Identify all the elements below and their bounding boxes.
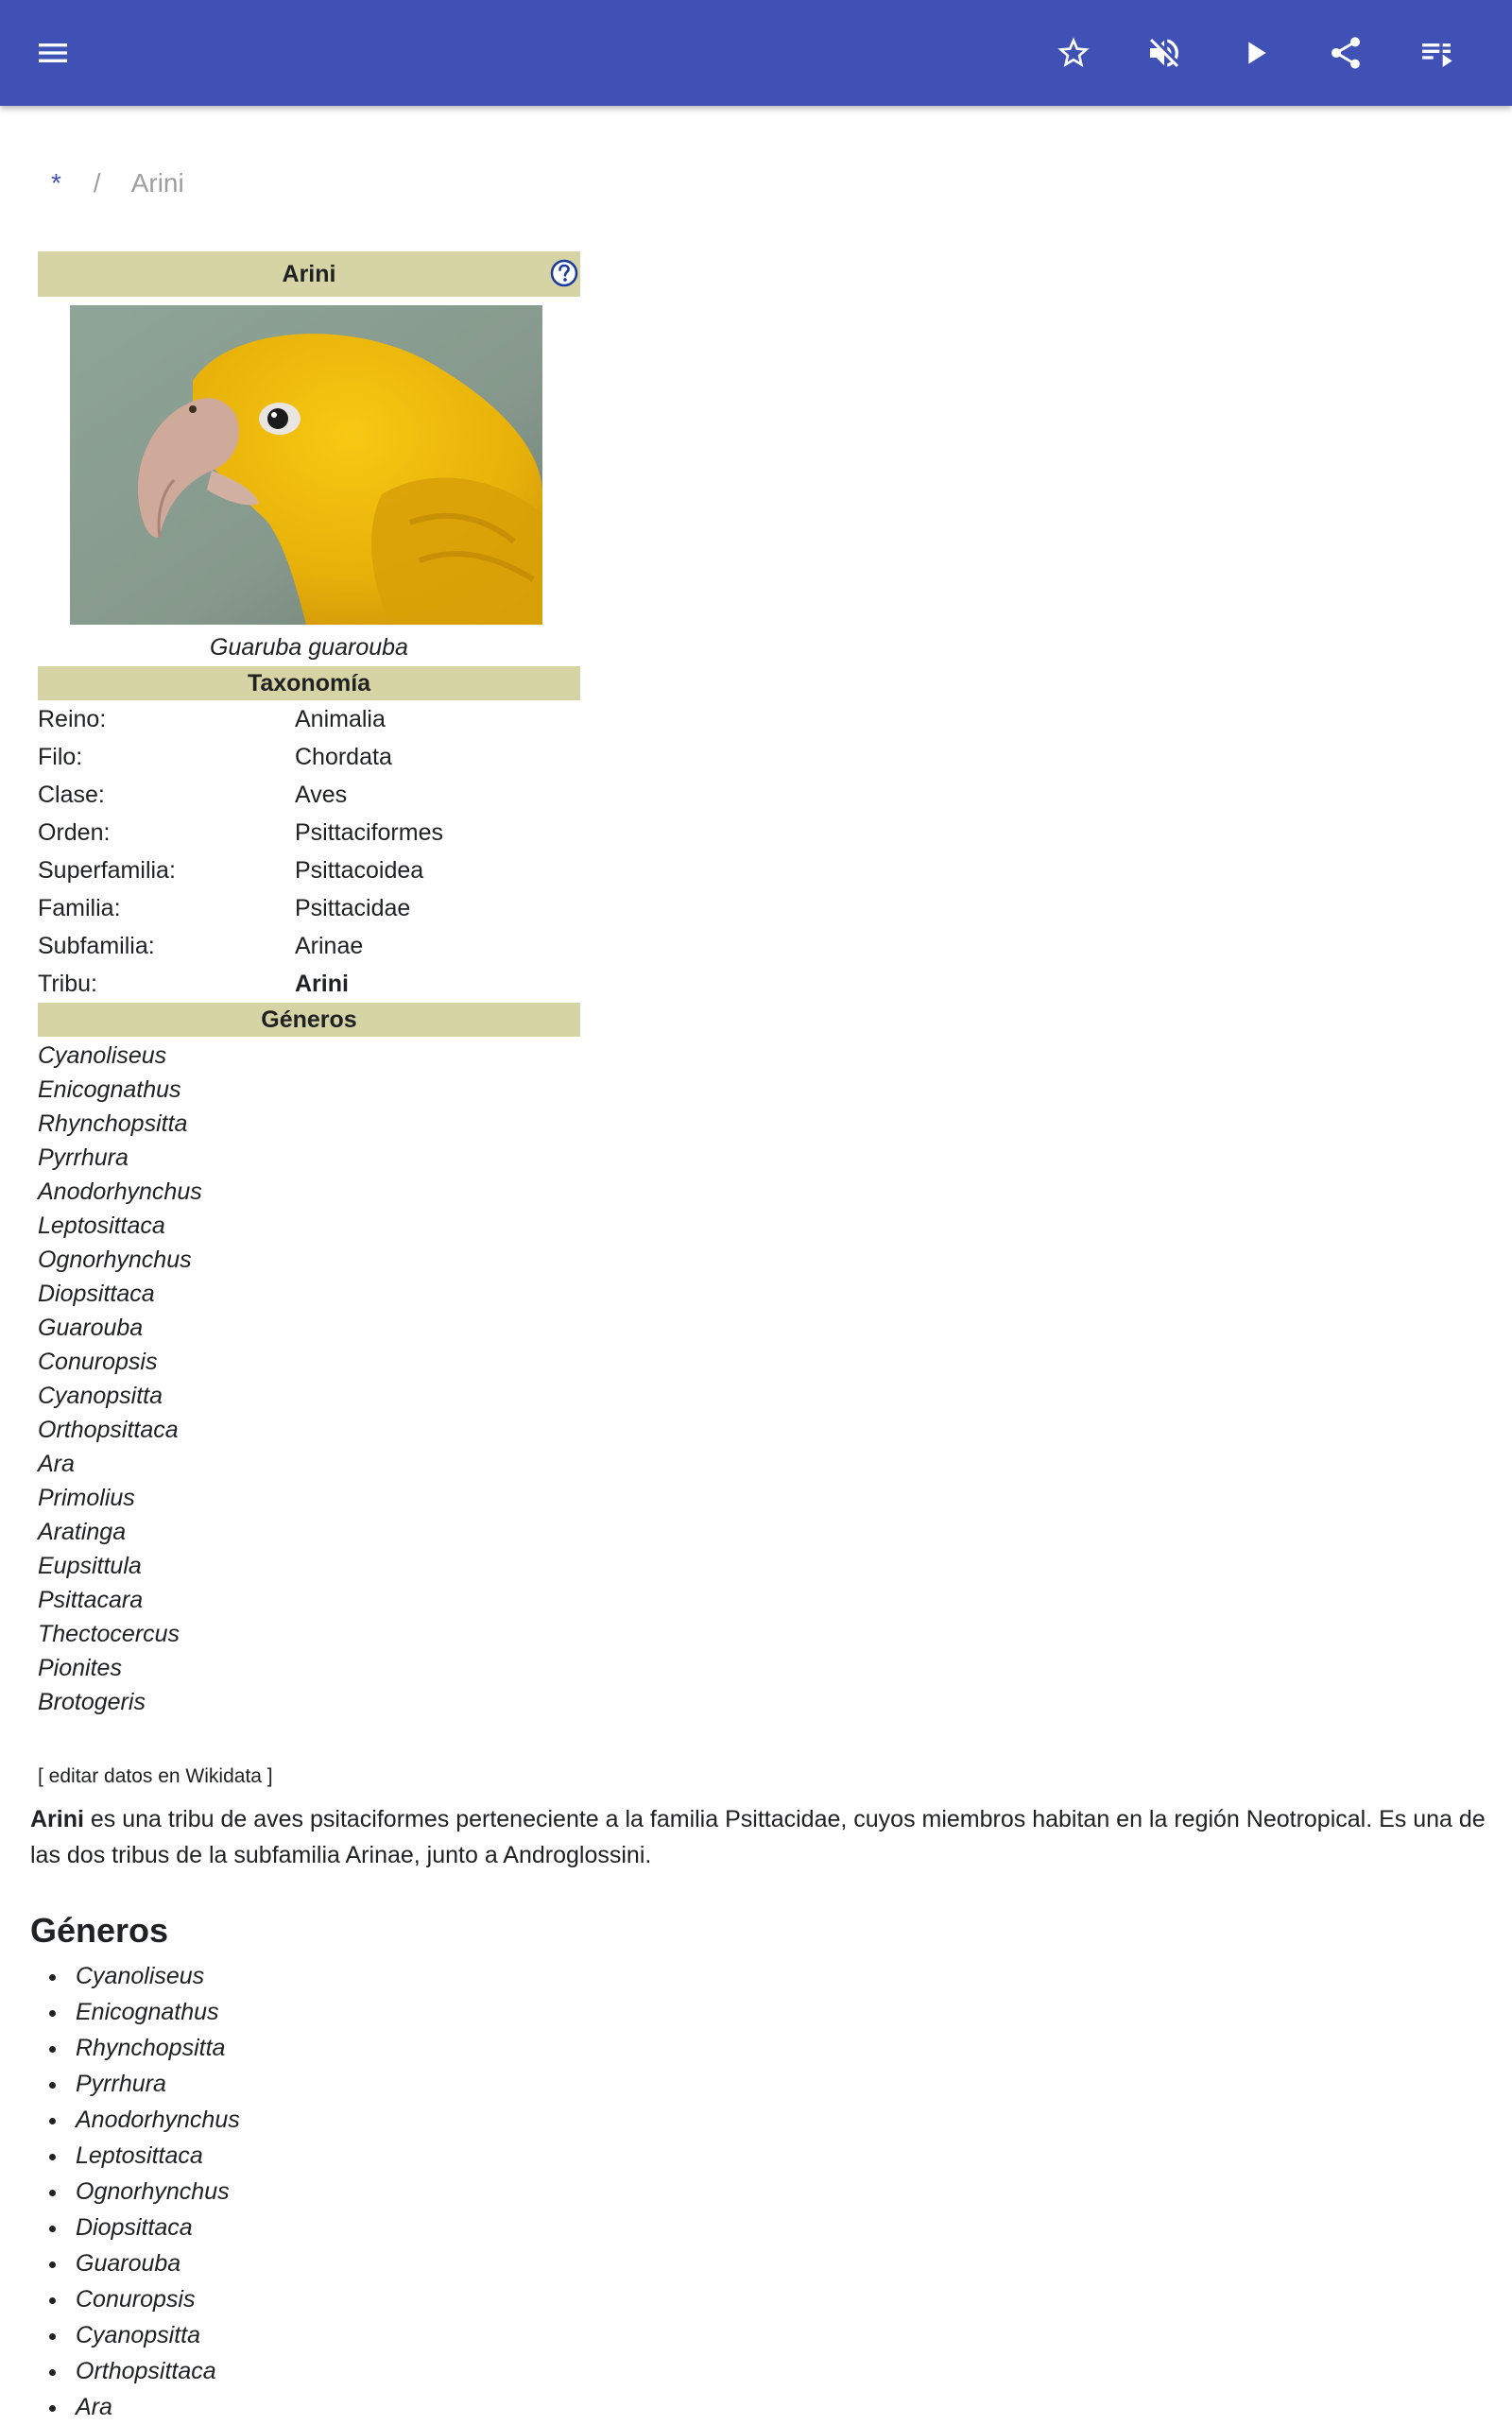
- playlist-icon: [1418, 34, 1455, 72]
- taxonomy-value[interactable]: Aves: [295, 782, 348, 808]
- share-icon: [1327, 34, 1365, 72]
- edit-wikidata-link[interactable]: [ editar datos en Wikidata ]: [38, 1765, 273, 1787]
- taxonomy-label: Superfamilia:: [38, 857, 176, 884]
- taxobox-title: [38, 251, 580, 300]
- taxobox: [38, 251, 580, 1719]
- list-item[interactable]: Rhynchopsitta: [30, 2030, 240, 2066]
- list-item[interactable]: Orthopsittaca: [30, 2353, 240, 2389]
- taxonomy-label: Tribu:: [38, 971, 97, 997]
- taxonomy-value[interactable]: Animalia: [295, 706, 386, 732]
- genus-link[interactable]: Enicognathus: [38, 1076, 181, 1103]
- taxonomy-row: [38, 738, 580, 776]
- genus-link[interactable]: Brotogeris: [38, 1689, 146, 1715]
- genus-link[interactable]: Thectocercus: [38, 1621, 180, 1647]
- breadcrumb-current: Arini: [130, 168, 184, 198]
- taxonomy-header: Taxonomía: [38, 666, 580, 700]
- taxonomy-row: [38, 927, 580, 965]
- section-heading-generos: Géneros: [30, 1911, 169, 1950]
- app-bar: [0, 0, 1512, 106]
- list-item[interactable]: Cyanoliseus: [30, 1958, 240, 1994]
- genus-link[interactable]: Eupsittula: [38, 1553, 142, 1579]
- taxonomy-row: [38, 700, 580, 738]
- taxonomy-value[interactable]: Psittacidae: [295, 895, 411, 921]
- taxonomy-label: Filo:: [38, 744, 83, 770]
- list-item[interactable]: Cyanopsitta: [30, 2317, 240, 2353]
- taxonomy-label: Familia:: [38, 895, 121, 921]
- breadcrumb-separator: /: [93, 168, 101, 198]
- genera-header: Géneros: [38, 1003, 580, 1037]
- list-item[interactable]: Guarouba: [30, 2245, 240, 2281]
- genus-link[interactable]: Pionites: [38, 1655, 122, 1681]
- genus-link[interactable]: Guarouba: [38, 1315, 144, 1341]
- genus-link[interactable]: Diopsittaca: [38, 1281, 155, 1307]
- mute-button[interactable]: [1134, 23, 1194, 83]
- menu-icon: [34, 34, 72, 72]
- taxonomy-table: [38, 700, 580, 1003]
- taxonomy-value[interactable]: Arinae: [295, 933, 364, 959]
- genus-link[interactable]: Psittacara: [38, 1587, 144, 1613]
- taxonomy-label: Clase:: [38, 782, 105, 808]
- taxonomy-label: Subfamilia:: [38, 933, 155, 959]
- genus-link[interactable]: Orthopsittaca: [38, 1417, 179, 1443]
- taxonomy-value: Arini: [295, 971, 349, 997]
- taxobox-caption: Guaruba guarouba: [210, 634, 408, 661]
- taxonomy-value[interactable]: Psittacoidea: [295, 857, 424, 884]
- menu-button[interactable]: [23, 23, 83, 83]
- play-icon: [1236, 34, 1274, 72]
- help-icon[interactable]: [550, 259, 578, 287]
- genus-link[interactable]: Aratinga: [38, 1519, 127, 1545]
- intro-bold-term: Arini: [30, 1806, 84, 1832]
- taxobox-title-text: Arini: [282, 261, 336, 287]
- taxonomy-value[interactable]: Psittaciformes: [295, 819, 443, 846]
- taxonomy-row: [38, 965, 580, 1003]
- play-button[interactable]: [1225, 23, 1285, 83]
- genus-link[interactable]: Primolius: [38, 1485, 135, 1511]
- genus-link[interactable]: Ara: [38, 1451, 75, 1477]
- breadcrumb: [51, 168, 184, 198]
- genera-bullet-list: [30, 1958, 240, 2425]
- genus-link[interactable]: Ognorhynchus: [38, 1247, 192, 1273]
- taxonomy-value[interactable]: Chordata: [295, 744, 392, 770]
- genus-link[interactable]: Leptosittaca: [38, 1212, 165, 1239]
- list-item[interactable]: Ara: [30, 2389, 240, 2425]
- taxonomy-row: [38, 889, 580, 927]
- list-item[interactable]: Enicognathus: [30, 1994, 240, 2030]
- list-item[interactable]: Anodorhynchus: [30, 2102, 240, 2138]
- list-item[interactable]: Pyrrhura: [30, 2066, 240, 2102]
- list-item[interactable]: Diopsittaca: [30, 2210, 240, 2245]
- star-outline-icon: [1055, 34, 1092, 72]
- volume-off-icon: [1145, 34, 1183, 72]
- genus-link[interactable]: Cyanopsitta: [38, 1383, 163, 1409]
- contents-button[interactable]: [1406, 23, 1467, 83]
- share-button[interactable]: [1315, 23, 1376, 83]
- taxobox-genera-list: [38, 1039, 580, 1719]
- list-item[interactable]: Leptosittaca: [30, 2138, 240, 2174]
- list-item[interactable]: Conuropsis: [30, 2281, 240, 2317]
- genus-link[interactable]: Conuropsis: [38, 1349, 158, 1375]
- taxonomy-label: Reino:: [38, 706, 107, 732]
- bookmark-button[interactable]: [1043, 23, 1104, 83]
- taxonomy-label: Orden:: [38, 819, 111, 846]
- taxonomy-row: [38, 814, 580, 851]
- genus-link[interactable]: Rhynchopsitta: [38, 1110, 188, 1137]
- taxonomy-row: [38, 851, 580, 889]
- taxonomy-row: [38, 776, 580, 814]
- parrot-image[interactable]: [70, 305, 542, 625]
- breadcrumb-home-link[interactable]: *: [51, 168, 61, 198]
- genus-link[interactable]: Cyanoliseus: [38, 1042, 167, 1069]
- genus-link[interactable]: Anodorhynchus: [38, 1178, 202, 1205]
- list-item[interactable]: Ognorhynchus: [30, 2174, 240, 2210]
- intro-text: es una tribu de aves psitaciformes perteneciente a la familia Psittacidae, cuyos miembros habitan en la región Neotropical. Es una de las dos tribus de la subfamilia Arinae, junto a Androglossini.: [30, 1806, 1486, 1868]
- genus-link[interactable]: Pyrrhura: [38, 1144, 129, 1171]
- intro-paragraph: [30, 1801, 1486, 1873]
